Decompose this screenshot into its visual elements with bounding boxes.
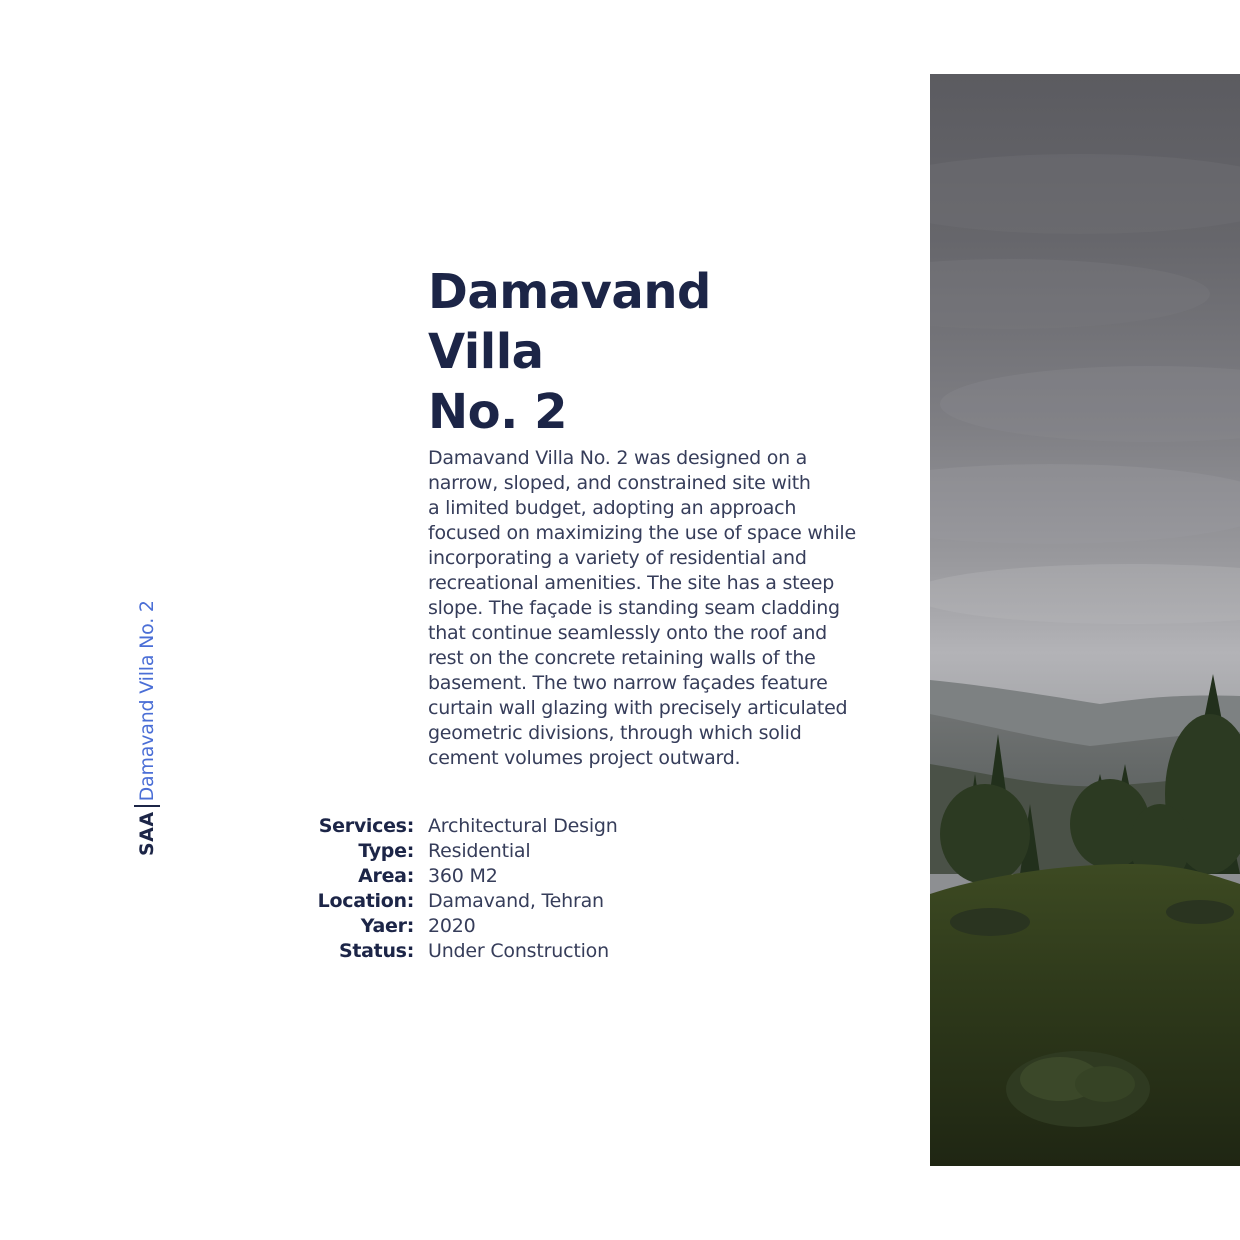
spec-label: Type: [358,840,414,862]
spec-label: Status: [338,940,414,962]
spec-row-area [300,864,720,889]
description-line: Damavand Villa No. 2 was designed on a [428,447,808,469]
spec-value: Under Construction [428,940,609,962]
project-title-line: Villa [428,324,544,380]
description-line: basement. The two narrow façades feature [428,672,828,694]
spec-row-location [300,889,720,914]
description-line: that continue seamlessly onto the roof and [428,622,827,644]
project-title-line: Damavand [428,264,711,320]
spec-row-year [300,914,720,939]
project-description [428,446,914,771]
side-label [134,578,160,856]
spec-value: 360 M2 [428,865,498,887]
description-line: rest on the concrete retaining walls of the [428,647,816,669]
project-title [428,262,711,442]
description-line: incorporating a variety of residential and [428,547,807,569]
description-line: focused on maximizing the use of space while [428,522,856,544]
spec-label: Location: [317,890,414,912]
description-line: curtain wall glazing with precisely articulated [428,697,848,719]
description-line: recreational amenities. The site has a steep [428,572,834,594]
landscape-photo-illustration [930,74,1240,1166]
description-line: a limited budget, adopting an approach [428,497,797,519]
spec-label: Services: [318,815,414,837]
spec-value: Architectural Design [428,815,618,837]
side-label-project-name: Damavand Villa No. 2 [136,600,158,802]
spec-row-status [300,939,720,964]
description-line: slope. The façade is standing seam cladding [428,597,840,619]
spec-label: Area: [358,865,414,887]
spec-value: Damavand, Tehran [428,890,604,912]
description-line: narrow, sloped, and constrained site with [428,472,811,494]
project-specs [300,814,720,964]
side-label-divider [134,805,160,807]
spec-row-type [300,839,720,864]
spec-label: Yaer: [360,915,414,937]
spec-row-services [300,814,720,839]
landscape-photo [930,74,1240,1166]
project-title-line: No. 2 [428,384,567,440]
description-line: cement volumes project outward. [428,747,741,769]
spec-value: 2020 [428,915,476,937]
side-label-brand: SAA [136,811,158,856]
spec-value: Residential [428,840,531,862]
description-line: geometric divisions, through which solid [428,722,802,744]
